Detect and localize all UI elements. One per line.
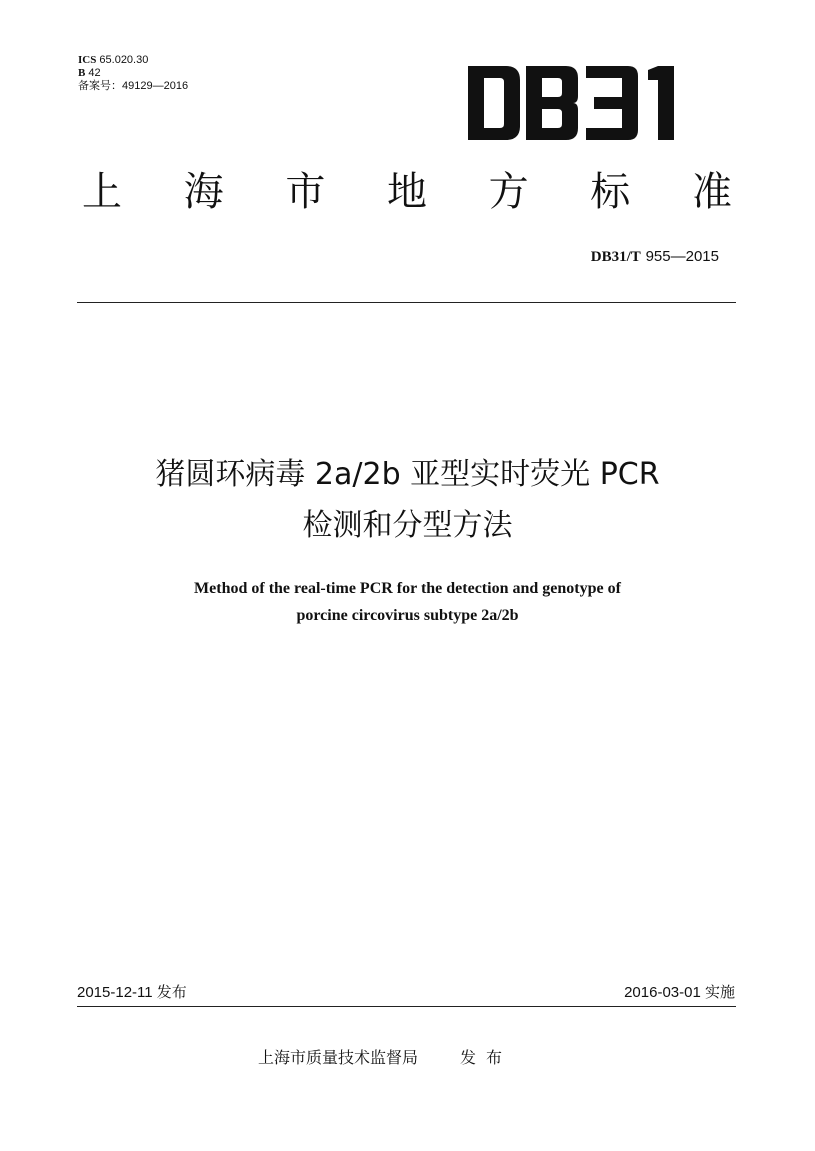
standard-type-char: 上: [82, 169, 122, 215]
header-divider: [77, 302, 736, 303]
issue-date: 2015-12-11 发布: [77, 984, 187, 1001]
meta-block: [78, 54, 188, 93]
standard-type-char: 地: [386, 169, 427, 215]
ics-key: ICS: [78, 54, 97, 66]
ics-line: [78, 54, 188, 67]
class-key: B: [78, 67, 86, 79]
standard-code: [591, 247, 719, 266]
standard-code-number: 955—2015: [645, 248, 719, 265]
standard-type-char: 市: [285, 169, 326, 215]
document-title-en-line2: porcine circovirus subtype 2a/2b: [296, 607, 519, 624]
document-title-cn-line1: 猪圆环病毒 2a/2b 亚型实时荧光 PCR: [155, 457, 660, 492]
implementation-date: 2016-03-01 实施: [624, 984, 735, 1001]
publisher-action: 发布: [460, 1048, 513, 1067]
standard-type-char: 标: [590, 169, 631, 215]
filing-number: 备案号：49129—2016: [78, 80, 189, 92]
class-line: [78, 67, 188, 80]
ics-value: 65.020.30: [99, 54, 149, 66]
publisher-name: 上海市质量技术监督局: [258, 1048, 419, 1067]
logo-digit-1: [648, 66, 674, 140]
document-title-en-line1: Method of the real-time PCR for the detection and genotype of: [194, 580, 621, 597]
footer-divider: [77, 1006, 736, 1007]
standard-code-prefix: DB31/T: [590, 249, 641, 265]
standard-type-title: [82, 168, 732, 216]
logo-letter-b: [526, 66, 578, 140]
logo-letter-d: [468, 66, 520, 140]
standard-type-char: 海: [183, 169, 224, 215]
class-value: 42: [88, 67, 101, 79]
standard-type-char: 方: [488, 169, 529, 215]
logo-digit-3: [586, 66, 638, 140]
document-title-cn-line2: 检测和分型方法: [302, 508, 513, 543]
db31-logo: [468, 66, 690, 140]
standard-type-char: 准: [691, 169, 732, 215]
publisher: [258, 1048, 512, 1068]
